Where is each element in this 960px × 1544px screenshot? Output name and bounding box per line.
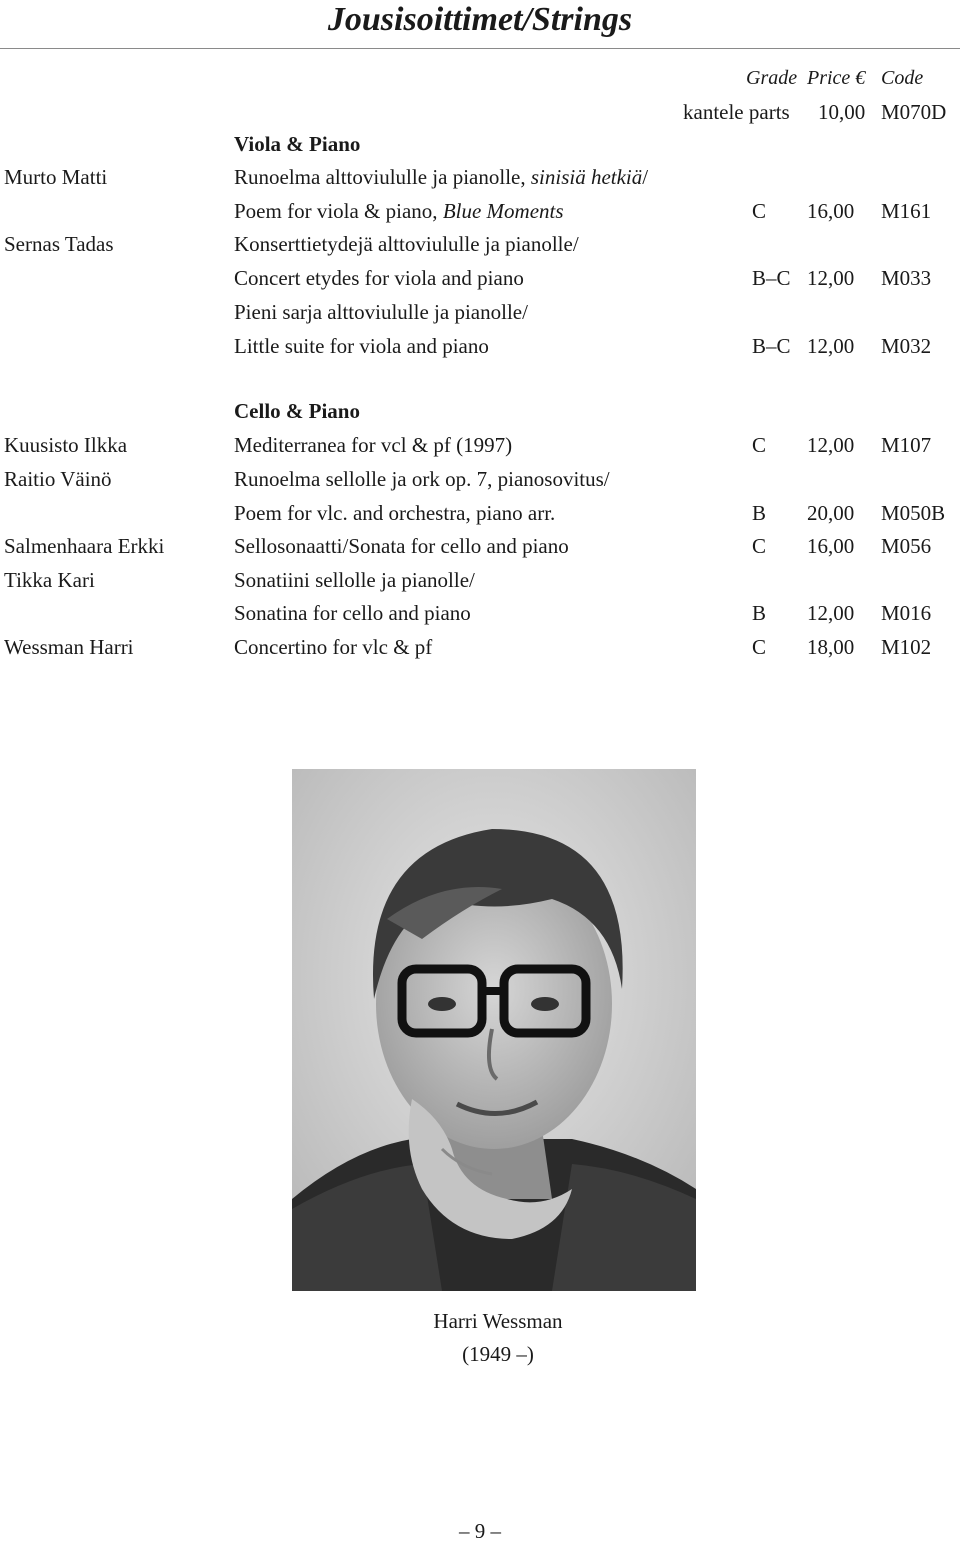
- work-title-en: Sonatina for cello and piano: [234, 601, 471, 625]
- section-heading-viola: Viola & Piano: [234, 132, 361, 156]
- grade-value: C: [752, 635, 767, 659]
- price-value: 18,00: [807, 635, 855, 659]
- work-title-fi: Pieni sarja alttoviululle ja pianolle/: [234, 300, 528, 324]
- work-title-fi: Konserttietydejä alttoviululle ja pianolle/: [234, 232, 579, 256]
- work-title-fi: Sonatiini sellolle ja pianolle/: [234, 568, 475, 592]
- price-value: 16,00: [807, 199, 855, 223]
- work-title: Sellosonaatti/Sonata for cello and piano: [234, 534, 569, 558]
- kantele-code: M070D: [881, 100, 947, 124]
- code-value: M161: [881, 199, 932, 223]
- code-value: M107: [881, 433, 932, 457]
- page-title: Jousisoittimet/Strings: [327, 1, 633, 38]
- page-number: – 9 –: [459, 1519, 501, 1543]
- work-title: Mediterranea for vcl & pf (1997): [234, 433, 513, 457]
- composer-name: Tikka Kari: [4, 568, 95, 592]
- price-value: 20,00: [807, 501, 855, 525]
- code-header: Code: [881, 67, 924, 89]
- kantele-label: kantele parts: [683, 100, 790, 124]
- work-title-en: Concert etydes for viola and piano: [234, 266, 524, 290]
- work-title-fi: [234, 164, 648, 190]
- work-title-text: Poem for viola & piano,: [234, 199, 443, 223]
- composer-name: Murto Matti: [4, 165, 108, 189]
- grade-value: C: [752, 199, 767, 223]
- code-value: M033: [881, 266, 932, 290]
- code-value: M102: [881, 635, 932, 659]
- code-value: M056: [881, 534, 932, 558]
- price-header: Price €: [807, 67, 866, 89]
- portrait-image: [292, 769, 696, 1291]
- photo-caption-name: Harri Wessman: [433, 1309, 563, 1333]
- work-title-en: Poem for vlc. and orchestra, piano arr.: [234, 501, 556, 525]
- price-value: 12,00: [807, 266, 855, 290]
- grade-value: C: [752, 433, 767, 457]
- section-heading-cello: Cello & Piano: [234, 399, 360, 423]
- price-value: 12,00: [807, 433, 855, 457]
- work-title-fi: Runoelma sellolle ja ork op. 7, pianosovitus/: [234, 467, 610, 491]
- grade-value: B–C: [752, 334, 791, 358]
- grade-value: B: [752, 601, 767, 625]
- grade-value: C: [752, 534, 767, 558]
- grade-value: B: [752, 501, 767, 525]
- work-title-slash: /: [642, 165, 649, 189]
- code-value: M016: [881, 601, 932, 625]
- grade-value: B–C: [752, 266, 791, 290]
- code-value: M032: [881, 334, 932, 358]
- portrait-photo: [292, 769, 696, 1291]
- composer-name: Salmenhaara Erkki: [4, 534, 165, 558]
- price-value: 12,00: [807, 601, 855, 625]
- work-title-text: Runoelma alttoviululle ja pianolle,: [234, 165, 531, 189]
- photo-caption-years: (1949 –): [462, 1342, 534, 1366]
- work-title-en: [234, 198, 564, 224]
- code-value: M050B: [881, 501, 946, 525]
- price-value: 12,00: [807, 334, 855, 358]
- work-subtitle-italic: sinisiä hetkiä: [530, 165, 643, 189]
- work-title-en: Little suite for viola and piano: [234, 334, 489, 358]
- title-divider: [0, 48, 960, 49]
- work-title: Concertino for vlc & pf: [234, 635, 433, 659]
- kantele-price: 10,00: [818, 100, 866, 124]
- composer-name: Wessman Harri: [4, 635, 134, 659]
- composer-name: Sernas Tadas: [4, 232, 114, 256]
- grade-header: Grade: [746, 67, 798, 89]
- work-subtitle-italic: Blue Moments: [442, 199, 564, 223]
- price-value: 16,00: [807, 534, 855, 558]
- composer-name: Kuusisto Ilkka: [4, 433, 128, 457]
- composer-name: Raitio Väinö: [4, 467, 112, 491]
